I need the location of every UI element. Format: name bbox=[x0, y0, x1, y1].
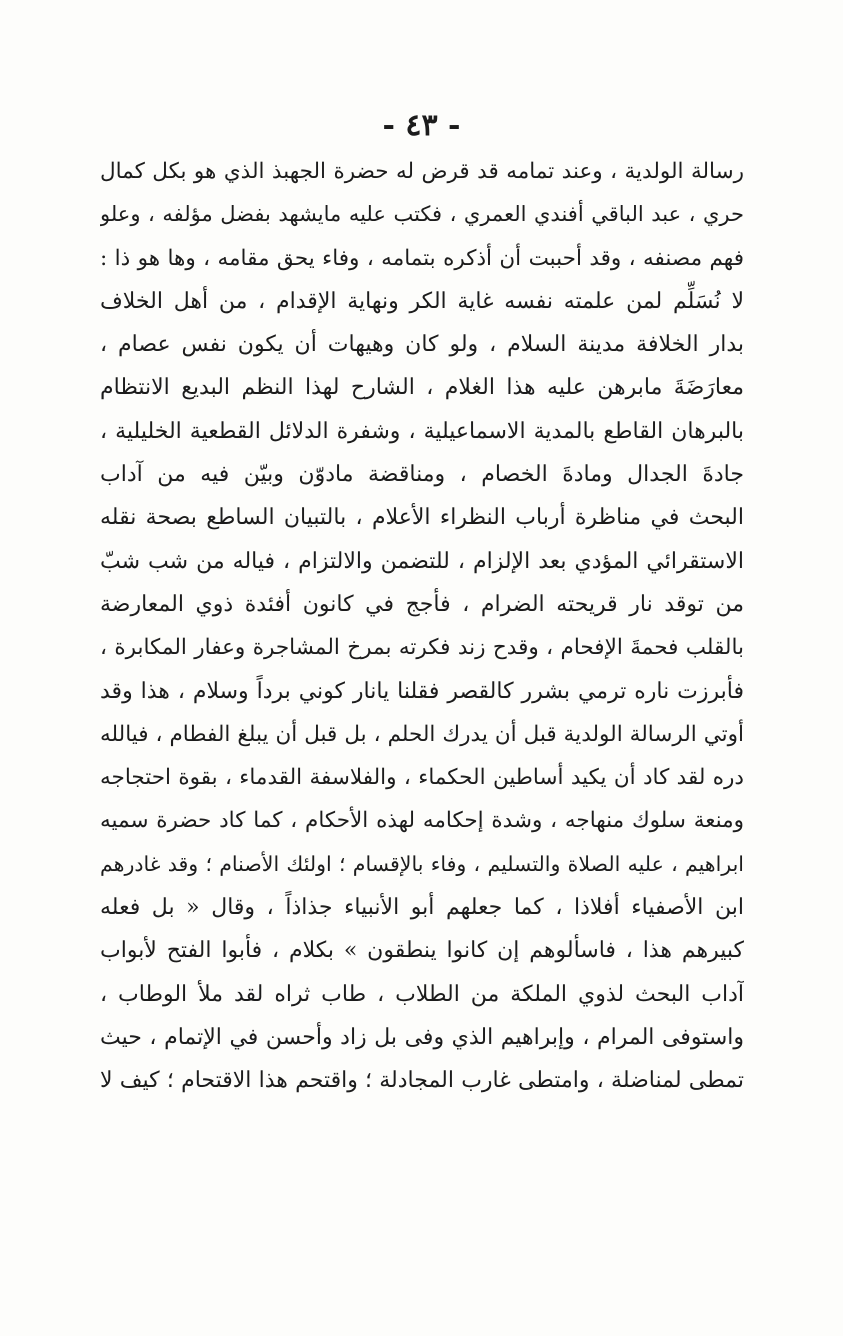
text-line-21: واستوفى المرام ، وإبراهيم الذي وفى بل زاد وأحسن في الإتمام ، حيث bbox=[100, 1024, 744, 1050]
text-line-1: رسالة الولدية ، وعند تمامه قد قرض له حضرة الجهبذ الذي هو بكل كمال bbox=[100, 159, 744, 184]
text-line-5: بدار الخلافة مدينة السلام ، ولو كان وهيهات أن يكون نفس عصام ، bbox=[100, 332, 744, 358]
text-line-14: أوتي الرسالة الولدية قبل أن يدرك الحلم ، بل قبل أن يبلغ الفطام ، فيالله bbox=[100, 721, 744, 747]
page-number: - ٤٣ - bbox=[382, 108, 461, 143]
text-line-8: جادةَ الجدال ومادةَ الخصام ، ومناقضة مادوّن وبيّن فيه من آداب bbox=[100, 462, 744, 488]
text-line-9: البحث في مناظرة أرباب النظراء الأعلام ، بالتبيان الساطع بصحة نقله bbox=[100, 505, 744, 531]
text-line-2: حري ، عبد الباقي أفندي العمري ، فكتب عليه مايشهد بفضل مؤلفه ، وعلو bbox=[100, 202, 744, 227]
text-line-13: فأبرزت ناره ترمي بشرر كالقصر فقلنا يانار كوني برداً وسلام ، هذا وقد bbox=[100, 678, 744, 704]
text-line-19: كبيرهم هذا ، فاسألوهم إن كانوا ينطقون » بكلام ، فأبوا الفتح لأبواب bbox=[100, 938, 744, 964]
body-text bbox=[100, 150, 744, 1103]
text-line-3: فهم مصنفه ، وقد أحببت أن أذكره بتمامه ، وفاء يحق مقامه ، وها هو ذا : bbox=[100, 245, 744, 271]
text-line-16: ومنعة سلوك منهاجه ، وشدة إحكامه لهذه الأحكام ، كما كاد حضرة سميه bbox=[100, 808, 744, 834]
text-line-7: بالبرهان القاطع بالمدية الاسماعيلية ، وشفرة الدلائل القطعية الخليلية ، bbox=[100, 418, 744, 444]
text-line-12: بالقلب فحمةَ الإفحام ، وقدح زند فكرته بمرخ المشاجرة وعفار المكابرة ، bbox=[100, 635, 744, 661]
text-line-10: الاستقرائي المؤدي بعد الإلزام ، للتضمن والالتزام ، فياله من شب شبّ bbox=[100, 548, 744, 574]
text-line-22: تمطى لمناضلة ، وامتطى غارب المجادلة ؛ واقتحم هذا الاقتحام ؛ كيف لا bbox=[100, 1068, 744, 1094]
text-line-6: معارَضَةَ مابرهن عليه هذا الغلام ، الشارح لهذا النظم البديع الانتظام bbox=[100, 375, 744, 401]
text-line-15: دره لقد كاد أن يكيد أساطين الحكماء ، والفلاسفة القدماء ، بقوة احتجاجه bbox=[100, 765, 744, 791]
text-line-18: ابن الأصفياء أفلاذا ، كما جعلهم أبو الأنبياء جذاذاً ، وقال « بل فعله bbox=[100, 895, 744, 921]
text-line-4: لا نُسَلِّم لمن علمته نفسه غاية الكر ونهاية الإقدام ، من أهل الخلاف bbox=[100, 288, 744, 314]
text-line-20: آداب البحث لذوي الملكة من الطلاب ، طاب ثراه لقد ملأ الوطاب ، bbox=[100, 981, 744, 1007]
text-line-11: من توقد نار قريحته الضرام ، فأجج في كانون أفئدة ذوي المعارضة bbox=[100, 591, 744, 617]
text-line-17: ابراهيم ، عليه الصلاة والتسليم ، وفاء بالإقسام ؛ اولئك الأصنام ؛ وقد غادرهم bbox=[100, 851, 744, 876]
